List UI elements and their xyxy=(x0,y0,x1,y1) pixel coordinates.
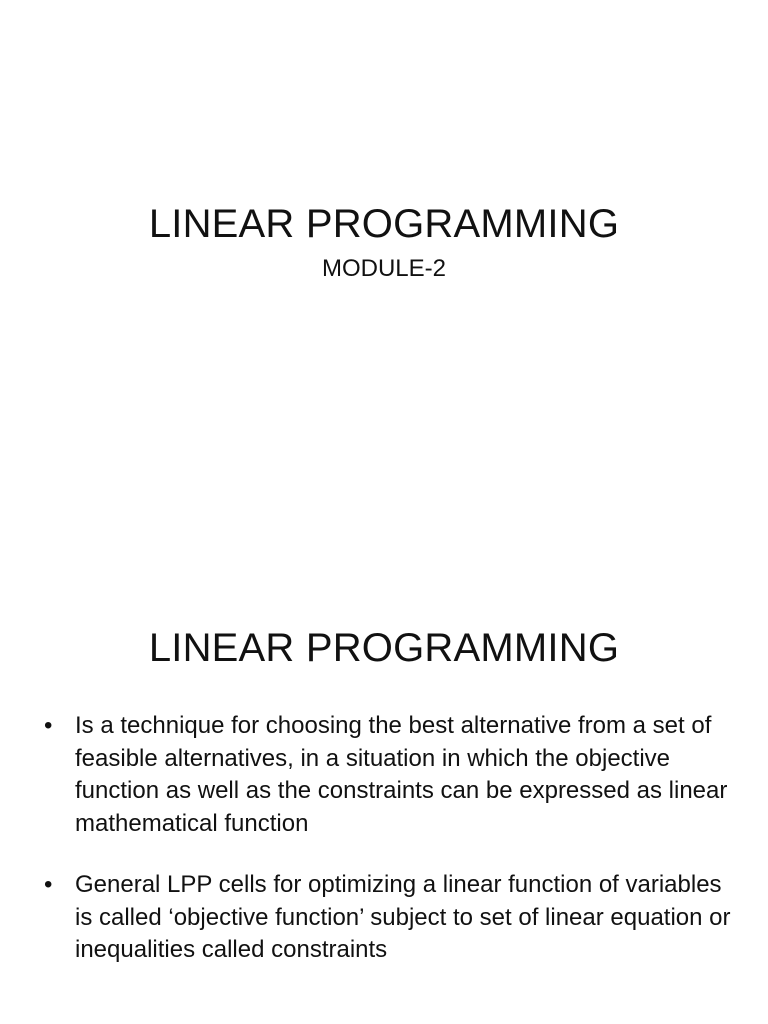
slide-title: LINEAR PROGRAMMING xyxy=(148,202,620,246)
content-slide xyxy=(0,512,768,1024)
bullet-icon: • xyxy=(44,712,53,739)
bullet-icon: • xyxy=(44,871,53,898)
bullet-list xyxy=(44,710,734,996)
bullet-text: General LPP cells for optimizing a linear function of variables is called ‘objective function’ subject to set of linear equation or inequalities called constraints xyxy=(75,871,731,963)
bullet-text: Is a technique for choosing the best alternative from a set of feasible alternatives, in a situation in which the objective function as well as the constraints can be expressed as linear mathematical function xyxy=(75,712,728,837)
bullet-item xyxy=(44,869,734,967)
slide-subtitle: MODULE-2 xyxy=(321,255,447,282)
slide-title: LINEAR PROGRAMMING xyxy=(148,626,620,670)
bullet-item xyxy=(44,710,734,840)
